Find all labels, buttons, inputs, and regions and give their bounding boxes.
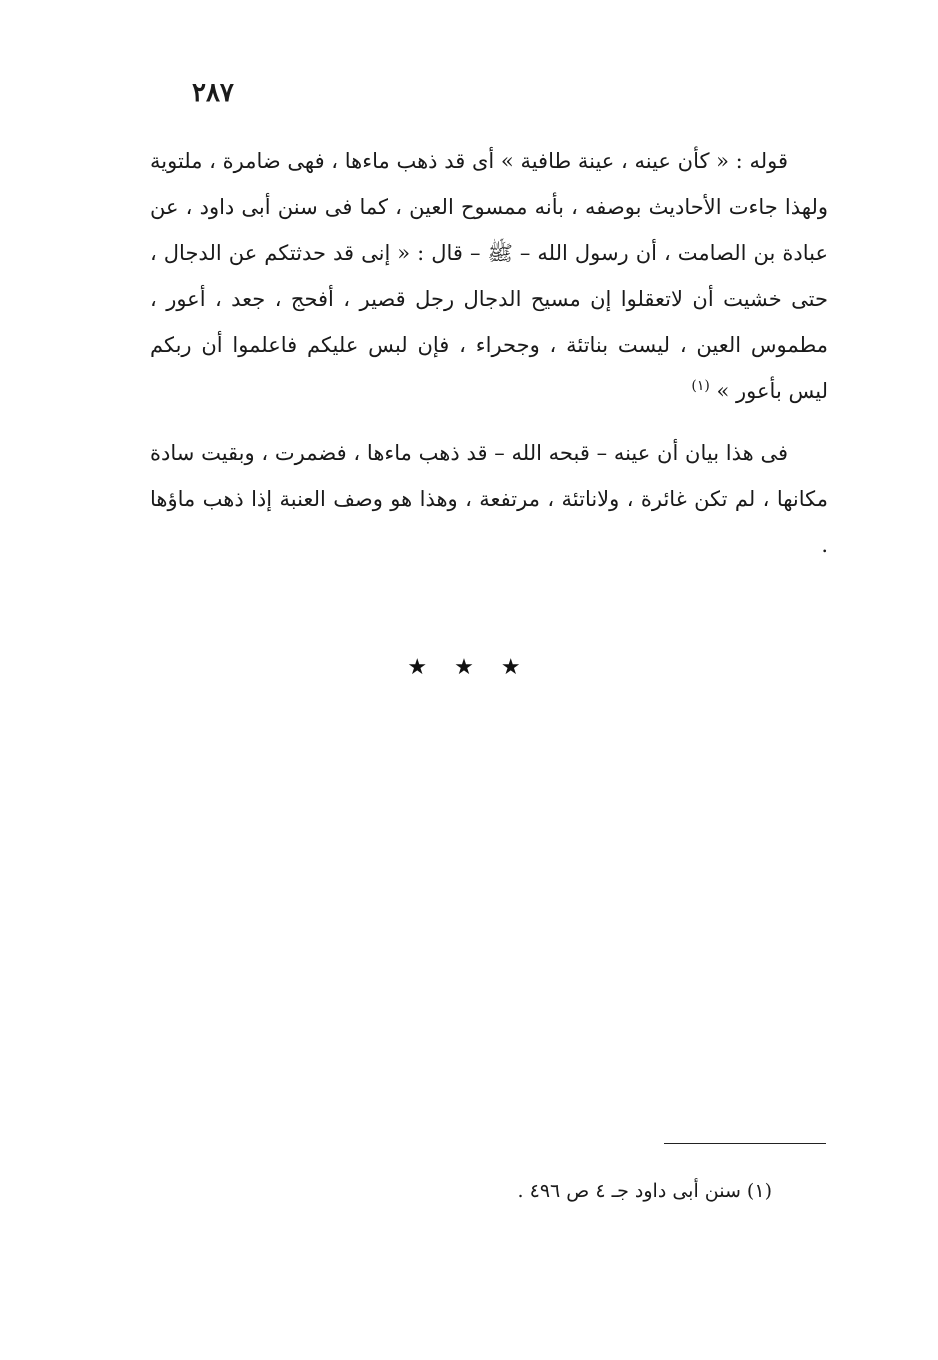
paragraph-2-text: فى هذا بيان أن عينه – قبحه الله – قد ذهب ماءها ، فضمرت ، وبقيت سادة مكانها ، لم تكن غائرة ، ولاناتئة ، مرتفعة ، وهذا هو وصف العنبة إذا ذهب ماؤها . (150, 441, 828, 557)
page-number: ٢٨٧ (192, 78, 234, 108)
main-text (150, 138, 828, 568)
section-separator-stars: ★ ★ ★ (407, 655, 531, 680)
paragraph-2 (150, 430, 828, 568)
paragraph-1-text: قوله : « كأن عينه ، عينة طافية » أى قد ذهب ماءها ، فهى ضامرة ، ملتوية ولهذا جاءت الأحاديث بوصفه ، بأنه ممسوح العين ، كما فى سنن أبى داود ، عن عبادة بن الصامت ، أن رسول الله – ﷺ – قال : « إنى قد حدثتكم عن الدجال ، حتى خشيت أن لاتعقلوا إن مسيح الدجال رجل قصير ، أفحج ، جعد ، أعور ، مطموس العين ، ليست بناتئة ، وجحراء ، فإن لبس عليكم فاعلموا أن ربكم ليس بأعور » (150, 149, 828, 403)
paragraph-1 (150, 138, 828, 414)
footnote-divider (664, 1143, 826, 1144)
footnote-reference: (١) (691, 378, 710, 394)
footnote: (١) سنن أبى داود جـ ٤ ص ٤٩٦ . (517, 1180, 772, 1202)
